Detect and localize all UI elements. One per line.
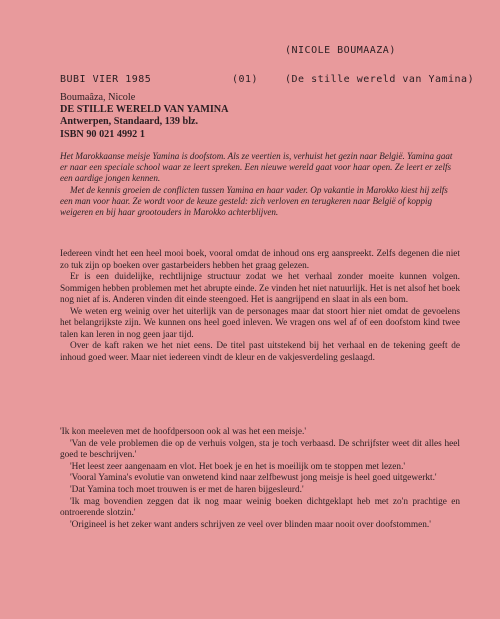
review-paragraph: We weten erg weinig over het uiterlijk van de personages maar dat stoort hier niet omdat de gevoelens het belangrijkste zijn. We kunnen ons heel goed inleven. We vragen ons wel af of een doofstom kind twee talen kan leren in nog geen jaar tijd. bbox=[60, 306, 460, 340]
quote: 'Origineel is het zeker want anders schrijven ze veel over blinden maar nooit over doofstommen.' bbox=[70, 519, 431, 530]
quote: 'Ik mag bovendien zeggen dat ik nog maar weinig boeken dichtgeklapt heb met zo'n prachtige en ontroerende slotzin.' bbox=[60, 496, 460, 519]
book-isbn: ISBN 90 021 4992 1 bbox=[60, 128, 145, 140]
quote: 'Dat Yamina toch moet trouwen is er met de haren bijgesleurd.' bbox=[70, 484, 304, 495]
review-paragraph: Er is een duidelijke, rechtlijnige structuur zodat we het verhaal zonder moeite kunnen volgen. Sommigen hebben problemen met het abrupte einde. Ze vinden het niet natuurlijk. Het is net alsof het boek nog niet af is. Anderen vinden dit einde steengoed. Het is aangrijpend en slaat in als een bom. bbox=[60, 272, 460, 306]
book-title: DE STILLE WERELD VAN YAMINA bbox=[60, 104, 229, 116]
issue-code: BUBI VIER 1985 bbox=[60, 74, 152, 85]
quote: 'Het leest zeer aangenaam en vlot. Het boek je en het is moeilijk om te stoppen met lezen.' bbox=[70, 461, 406, 472]
item-number: (01) bbox=[232, 74, 259, 85]
author-tag: (NICOLE BOUMAAZA) bbox=[285, 45, 396, 56]
review-text bbox=[60, 249, 460, 364]
review-paragraph: Iedereen vindt het een heel mooi boek, vooral omdat de inhoud ons erg aanspreekt. Zelfs degenen die niet zo tuk zijn op boeken over gastarbeiders hebben het graag gelezen. bbox=[60, 249, 460, 271]
reader-quotes bbox=[60, 427, 460, 531]
title-tag: (De stille wereld van Yamina) bbox=[285, 74, 475, 85]
abstract bbox=[60, 151, 460, 218]
review-paragraph: Over de kaft raken we het niet eens. De titel past uitstekend bij het verhaal en de tekening geeft de inhoud goed weer. Maar niet iedereen vindt de kleur en de vakjesverdeling geslaagd. bbox=[60, 341, 460, 363]
book-author: Boumaâza, Nicole bbox=[60, 92, 136, 103]
quote: 'Vooral Yamina's evolutie van onwetend kind naar zelfbewust jong meisje is heel goed uitgewerkt.' bbox=[70, 473, 437, 484]
abstract-paragraph: Met de kennis groeien de conflicten tussen Yamina en haar vader. Op vakantie in Marokko kiest hij zelfs een man voor haar. Ze wordt voor de keuze gesteld: zich verloven en terugkeren naar België of koppig weigeren en bij haar grootouders in Marokko achterblijven. bbox=[60, 184, 448, 218]
quote: 'Van de vele problemen die op de verhuis volgen, sta je toch verbaasd. De schrijfster weet dit alles heel goed te beschrijven.' bbox=[60, 438, 460, 461]
abstract-paragraph: Het Marokkaanse meisje Yamina is doofstom. Als ze veertien is, verhuist het gezin naar België. Yamina gaat er naar een speciale school waar ze leert spreken. Een nieuwe wereld gaat voor haar open. Ze leert er zelfs een aardige jongen kennen. bbox=[60, 151, 453, 184]
bibliography bbox=[60, 92, 229, 141]
quote: 'Ik kon meeleven met de hoofdpersoon ook al was het een meisje.' bbox=[60, 427, 307, 437]
book-publisher: Antwerpen, Standaard, 139 blz. bbox=[60, 116, 199, 128]
